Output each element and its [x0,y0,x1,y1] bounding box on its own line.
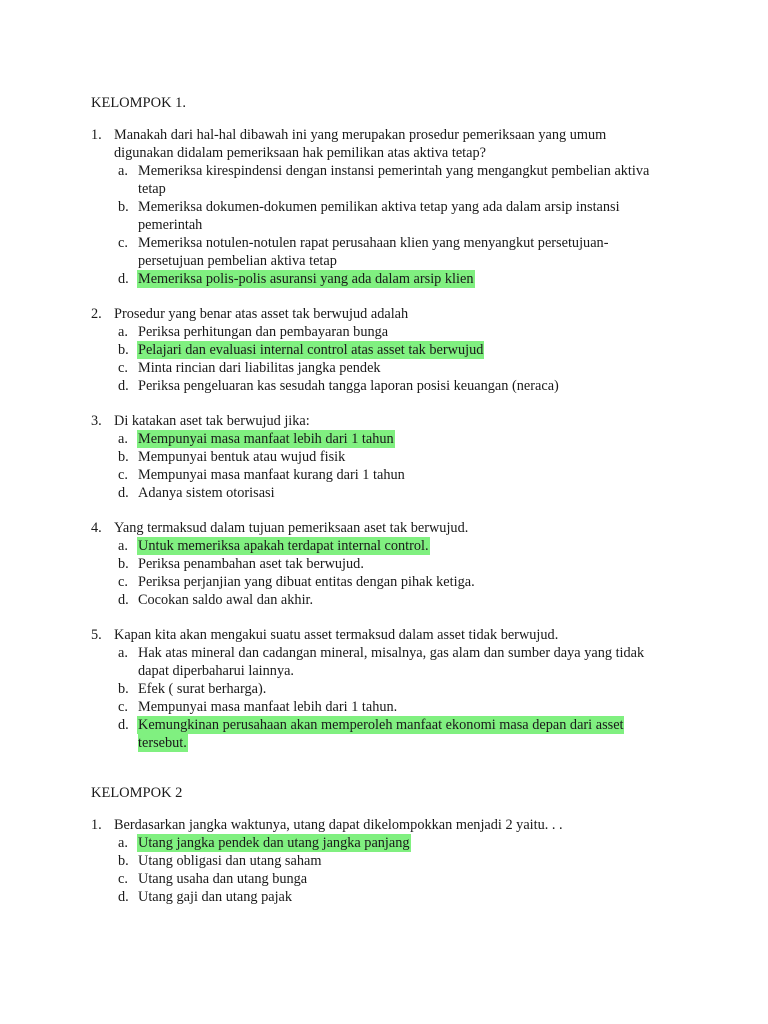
option-item [118,377,691,395]
option-item [118,234,691,270]
question-item [91,519,691,609]
option-letter: b. [118,342,129,358]
option-letter: c. [118,699,128,715]
question-text: Manakah dari hal-hal dibawah ini yang merupakan prosedur pemeriksaan yang umum digunakan didalam pemeriksaan hak pemilikan atas aktiva tetap? [114,127,607,161]
option-letter: a. [118,163,128,179]
options-list [118,644,691,752]
question-item [91,305,691,395]
question-number: 5. [91,627,102,643]
option-text: Utang obligasi dan utang saham [138,853,322,869]
option-letter: b. [118,449,129,465]
option-text-wrap [138,430,673,448]
question-line [91,412,691,430]
option-letter: c. [118,574,128,590]
option-letter: b. [118,199,129,215]
option-letter: d. [118,717,129,733]
options-list [118,430,691,502]
option-text-wrap [138,680,673,698]
option-item [118,448,691,466]
option-item [118,870,691,888]
option-text: Mempunyai masa manfaat lebih dari 1 tahun. [138,699,398,715]
option-item [118,466,691,484]
highlighted-answer-text: Untuk memeriksa apakah terdapat internal control. [138,538,429,554]
option-text-wrap [138,484,673,502]
option-item [118,162,691,198]
option-letter: b. [118,681,129,697]
option-letter: a. [118,431,128,447]
question-line [91,816,691,834]
option-item [118,644,691,680]
options-list [118,162,691,288]
option-item [118,198,691,234]
question-item [91,816,691,906]
option-item [118,852,691,870]
highlighted-answer-text: Pelajari dan evaluasi internal control atas asset tak berwujud [138,342,484,358]
question-text: Kapan kita akan mengakui suatu asset termaksud dalam asset tidak berwujud. [114,627,559,643]
question-number: 3. [91,413,102,429]
option-text-wrap [138,716,673,752]
option-letter: c. [118,871,128,887]
option-text-wrap [138,591,673,609]
question-line [91,305,691,323]
option-item-answer [118,430,691,448]
option-letter: d. [118,592,129,608]
highlighted-answer-text: Utang jangka pendek dan utang jangka panjang [138,835,410,851]
question-item [91,412,691,502]
option-item-answer [118,341,691,359]
option-item [118,555,691,573]
option-item [118,680,691,698]
option-text: Utang gaji dan utang pajak [138,889,293,905]
option-letter: d. [118,378,129,394]
option-text: Memeriksa kirespindensi dengan instansi pemerintah yang mengangkut pembelian aktiva tetap [138,163,650,197]
question-number: 1. [91,817,102,833]
option-text-wrap [138,555,673,573]
option-text: Periksa perjanjian yang dibuat entitas dengan pihak ketiga. [138,574,475,590]
option-letter: c. [118,467,128,483]
option-item [118,359,691,377]
question-text: Prosedur yang benar atas asset tak berwujud adalah [114,306,409,322]
option-text: Mempunyai masa manfaat kurang dari 1 tahun [138,467,405,483]
document-page [91,94,691,923]
option-text-wrap [138,198,673,234]
question-text: Berdasarkan jangka waktunya, utang dapat dikelompokkan menjadi 2 yaitu. . . [114,817,563,833]
option-text: Memeriksa notulen-notulen rapat perusahaan klien yang menyangkut persetujuan-persetujuan pembelian aktiva tetap [138,235,609,269]
option-text: Hak atas mineral dan cadangan mineral, misalnya, gas alam dan sumber daya yang tidak dapat diperbaharui lainnya. [138,645,645,679]
option-text-wrap [138,377,673,395]
question-line [91,126,691,162]
option-item-answer [118,537,691,555]
option-text-wrap [138,852,673,870]
option-text-wrap [138,573,673,591]
option-text-wrap [138,537,673,555]
option-item [118,698,691,716]
section-title: KELOMPOK 2 [91,785,183,801]
option-item [118,484,691,502]
highlighted-answer-text: Mempunyai masa manfaat lebih dari 1 tahun [138,431,394,447]
option-text: Periksa penambahan aset tak berwujud. [138,556,364,572]
section-kelompok-2 [91,784,691,906]
options-list [118,834,691,906]
option-text: Efek ( surat berharga). [138,681,267,697]
option-text: Cocokan saldo awal dan akhir. [138,592,314,608]
option-item-answer [118,834,691,852]
option-text-wrap [138,448,673,466]
option-text: Minta rincian dari liabilitas jangka pendek [138,360,381,376]
section-kelompok-1 [91,94,691,752]
option-letter: a. [118,645,128,661]
question-number: 2. [91,306,102,322]
option-letter: c. [118,235,128,251]
option-text-wrap [138,234,673,270]
question-item [91,626,691,752]
section-title: KELOMPOK 1. [91,95,187,111]
question-number: 4. [91,520,102,536]
option-item-answer [118,270,691,288]
option-letter: a. [118,538,128,554]
option-text: Periksa pengeluaran kas sesudah tangga laporan posisi keuangan (neraca) [138,378,559,394]
question-number: 1. [91,127,102,143]
option-letter: d. [118,271,129,287]
question-text: Di katakan aset tak berwujud jika: [114,413,310,429]
question-line [91,626,691,644]
option-text-wrap [138,466,673,484]
option-letter: c. [118,360,128,376]
option-letter: a. [118,835,128,851]
options-list [118,537,691,609]
option-text-wrap [138,644,673,680]
option-letter: a. [118,324,128,340]
option-text: Utang usaha dan utang bunga [138,871,308,887]
option-letter: d. [118,889,129,905]
option-text-wrap [138,698,673,716]
option-item [118,888,691,906]
option-text: Periksa perhitungan dan pembayaran bunga [138,324,389,340]
question-line [91,519,691,537]
highlighted-answer-text: Memeriksa polis-polis asuransi yang ada dalam arsip klien [138,271,474,287]
option-text: Mempunyai bentuk atau wujud fisik [138,449,346,465]
option-letter: b. [118,556,129,572]
question-text: Yang termaksud dalam tujuan pemeriksaan aset tak berwujud. [114,520,469,536]
option-text-wrap [138,323,673,341]
option-text-wrap [138,870,673,888]
option-item-answer [118,716,691,752]
highlighted-answer-text: Kemungkinan perusahaan akan memperoleh manfaat ekonomi masa depan dari asset tersebut. [138,717,624,751]
option-text-wrap [138,162,673,198]
option-item [118,573,691,591]
option-text-wrap [138,888,673,906]
option-item [118,323,691,341]
option-text: Memeriksa dokumen-dokumen pemilikan aktiva tetap yang ada dalam arsip instansi pemerintah [138,199,620,233]
option-text-wrap [138,359,673,377]
question-item [91,126,691,288]
option-text-wrap [138,341,673,359]
option-text-wrap [138,270,673,288]
option-letter: d. [118,485,129,501]
option-text: Adanya sistem otorisasi [138,485,275,501]
options-list [118,323,691,395]
option-letter: b. [118,853,129,869]
option-text-wrap [138,834,673,852]
option-item [118,591,691,609]
